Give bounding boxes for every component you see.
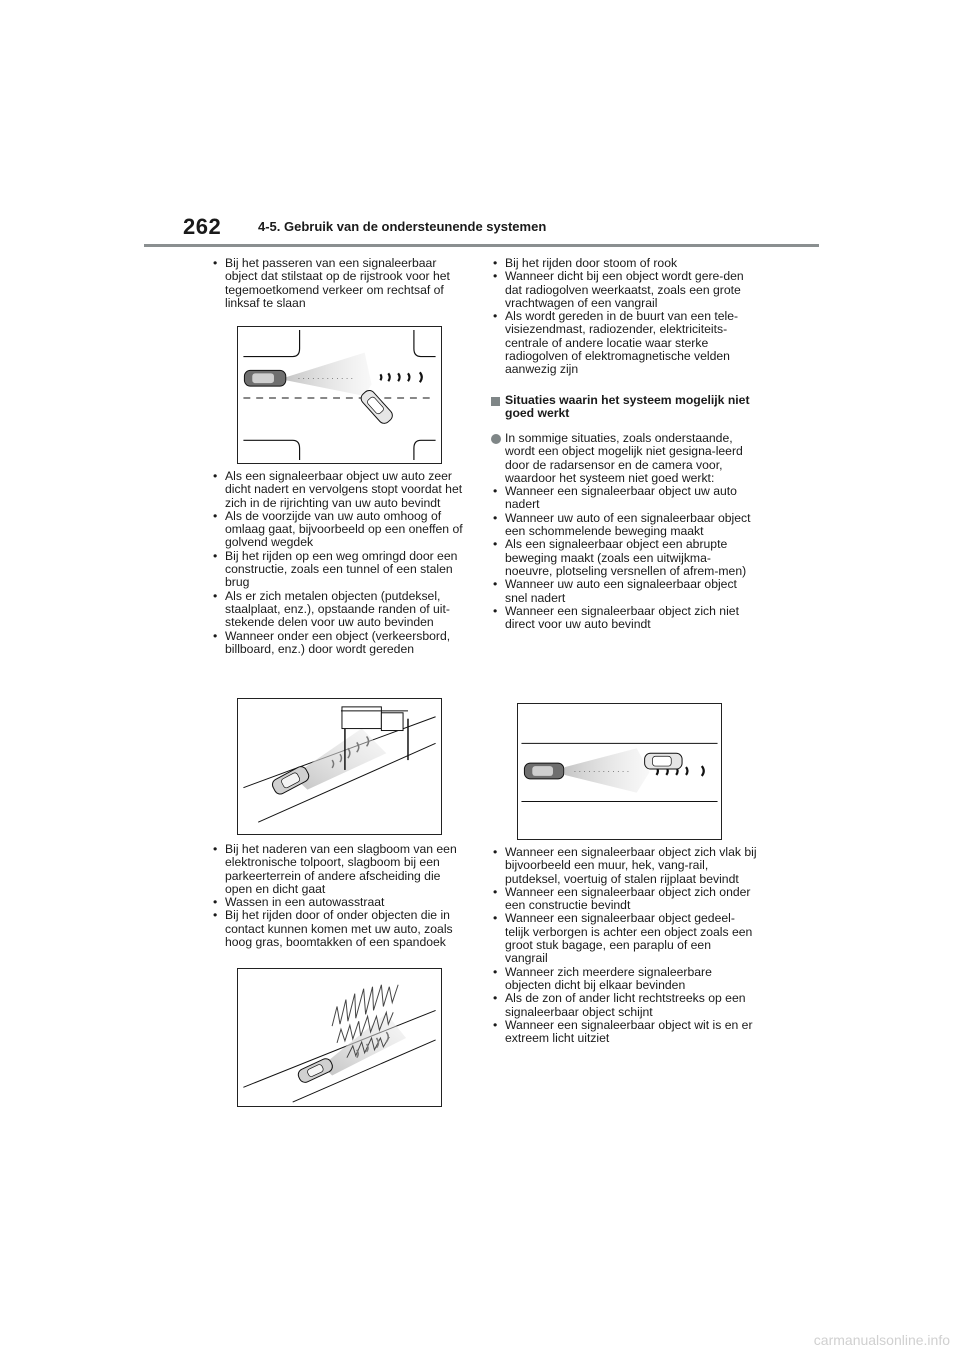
list-item: • Wanneer een signaleerbaar object wit is en er extreem licht uitziet [491,1019,757,1046]
right-list-1 [491,257,757,377]
note [491,432,757,485]
list-item: • Als de zon of ander licht rechtstreeks op een signaleerbaar object schijnt [491,992,757,1019]
page-number: 262 [183,214,222,239]
overhead-sign-illustration [238,699,441,834]
list-item: • Bij het rijden op een weg omringd door een constructie, zoals een tunnel of een stalen brug [211,550,469,590]
offset-vehicle-illustration [518,704,721,839]
left-list-3 [211,843,469,949]
list-item: • Als wordt gereden in de buurt van een tele-visiezendmast, radiozender, elektriciteits-centrale of andere locatie waar sterke radiogolven of elektromagnetische velden aanwezig zijn [491,310,757,376]
list-item: • Wassen in een autowasstraat [211,896,469,909]
figure-tall-grass [237,968,442,1107]
list-item: • Wanneer zich meerdere signaleerbare objecten dicht bij elkaar bevinden [491,966,757,993]
list-item: • Wanneer een signaleerbaar object uw auto nadert [491,485,757,512]
svg-text:· · · · · · · · · · · ·: · · · · · · · · · · · · [573,766,630,776]
list-item: • Bij het naderen van een slagboom van een elektronische tolpoort, slagboom bij een parkeerterrein of andere afscheiding die open en dicht gaat [211,843,469,896]
list-item: • Als de voorzijde van uw auto omhoog of omlaag gaat, bijvoorbeeld op een oneffen of golvend wegdek [211,510,469,550]
list-item: • Wanneer een signaleerbaar object zich niet direct voor uw auto bevindt [491,605,757,632]
tall-grass-illustration [238,969,441,1106]
left-column-3 [211,843,469,949]
list-item: • Als een signaleerbaar object uw auto zeer dicht nadert en vervolgens stopt voordat het zich in de rijrichting van uw auto bevindt [211,470,469,510]
right-list-3 [491,846,757,1045]
list-item: • Wanneer uw auto of een signaleerbaar object een schommelende beweging maakt [491,512,757,539]
right-column [491,257,757,377]
right-subheading-block [491,394,757,421]
subheading [491,394,757,421]
list-item: • Wanneer een signaleerbaar object zich vlak bij bijvoorbeeld een muur, hek, vang-rail, putdeksel, voertuig of stalen rijplaat bevindt [491,846,757,886]
list-item: • Wanneer een signaleerbaar object gedeel-telijk verborgen is achter een object zoals een groot stuk bagage, een paraplu of een vangrail [491,912,757,965]
svg-text:· · · · · · · · · · · ·: · · · · · · · · · · · · [297,374,354,384]
list-item: • Wanneer uw auto een signaleerbaar object snel nadert [491,578,757,605]
left-column-2 [211,470,469,656]
figure-overhead-sign [237,698,442,835]
list-item: • Bij het rijden door of onder objecten die in contact kunnen komen met uw auto, zoals hoog gras, boomtakken of een spandoek [211,909,469,949]
header-rule [144,244,819,247]
list-item: • Als een signaleerbaar object een abrupte beweging maakt (zoals een uitwijkma-noeuvre, plotseling versnellen of afrem-men) [491,538,757,578]
figure-turning-intersection [237,326,442,464]
list-item: • Wanneer dicht bij een object wordt gere-den dat radiogolven weerkaatst, zoals een grote vrachtwagen of een vangrail [491,270,757,310]
square-bullet-icon [491,397,500,406]
circle-bullet-icon [491,434,501,444]
list-item: • Bij het passeren van een signaleerbaar object dat stilstaat op de rijstrook voor het tegemoetkomend verkeer om rechtsaf of linksaf te slaan [211,257,469,310]
left-list-1 [211,257,469,310]
subheading-text: Situaties waarin het systeem mogelijk niet goed werkt [505,393,750,421]
figure-offset-vehicle [517,703,722,840]
list-item: • Bij het rijden door stoom of rook [491,257,757,270]
list-item: • Wanneer een signaleerbaar object zich onder een constructie bevindt [491,886,757,913]
list-item: • Wanneer onder een object (verkeersbord, billboard, enz.) door wordt gereden [211,630,469,657]
right-list-2 [491,485,757,631]
right-column-3 [491,846,757,1045]
section-title: 4-5. Gebruik van de ondersteunende systemen [258,219,547,234]
footer-watermark: carmanualsonline.info [813,1332,950,1348]
list-item: • Als er zich metalen objecten (putdeksel, staalplaat, enz.), opstaande randen of uit-stekende delen voor uw auto bevinden [211,590,469,630]
right-note-block [491,432,757,631]
left-column [211,257,469,310]
intersection-illustration [238,327,441,463]
note-text: In sommige situaties, zoals onderstaande, wordt een object mogelijk niet gesigna-leerd door de radarsensor en de camera voor, waardoor het systeem niet goed werkt: [505,431,743,485]
left-list-2 [211,470,469,656]
